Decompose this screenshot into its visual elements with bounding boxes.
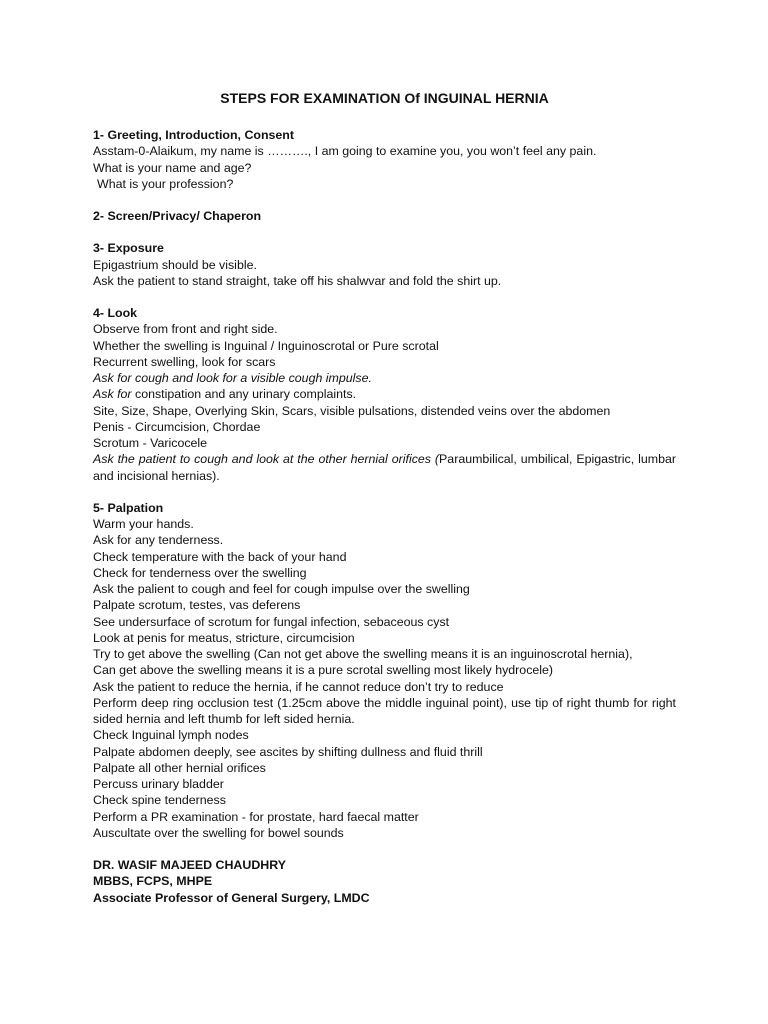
text-line: Check spine tenderness <box>93 793 226 808</box>
text-line: Percuss urinary bladder <box>93 777 224 791</box>
text-line: Check for tenderness over the swelling <box>93 565 307 580</box>
section-heading: 3- Exposure <box>93 241 164 256</box>
text-line: Ask for cough and look for a visible cough impulse. <box>93 371 372 385</box>
document-title: STEPS FOR EXAMINATION Of INGUINAL HERNIA <box>220 90 549 106</box>
text-span: constipation and any urinary complaints. <box>131 387 357 402</box>
section-screen-privacy <box>93 208 676 224</box>
section-look <box>93 305 676 484</box>
text-line: What is your profession? <box>97 176 234 191</box>
text-line: Ask for any tenderness. <box>93 533 224 548</box>
text-line: Ask the palient to cough and feel for cough impulse over the swelling <box>93 582 470 596</box>
text-line: Penis - Circumcision, Chordae <box>93 419 261 434</box>
text-line: Check Inguinal lymph nodes <box>93 728 249 743</box>
document-page <box>93 88 676 906</box>
text-line <box>93 451 676 484</box>
text-line: Check temperature with the back of your hand <box>93 549 347 564</box>
section-heading: 2- Screen/Privacy/ Chaperon <box>93 209 262 223</box>
text-line: Palpate all other hernial orifices <box>93 760 266 775</box>
text-line: Ask the patient to reduce the hernia, if he cannot reduce don’t try to reduce <box>93 679 504 694</box>
text-line: Ask the patient to stand straight, take off his shalwvar and fold the shirt up. <box>93 273 502 288</box>
text-line: Observe from front and right side. <box>93 322 278 337</box>
text-line: Asstam-0-Alaikum, my name is ………., I am going to examine you, you won’t feel any pain. <box>93 144 597 159</box>
author-degrees: MBBS, FCPS, MHPE <box>93 874 213 889</box>
text-line: Perform a PR examination - for prostate, hard faecal matter <box>93 809 419 824</box>
text-line: Try to get above the swelling (Can not get above the swelling means it is an inguinoscrotal hernia), <box>93 647 633 661</box>
text-line: Can get above the swelling means it is a pure scrotal swelling most likely hydrocele) <box>93 663 554 678</box>
text-line: Look at penis for meatus, stricture, circumcision <box>93 630 355 645</box>
section-heading: 4- Look <box>93 306 138 320</box>
section-heading: 5- Palpation <box>93 500 164 515</box>
section-palpation <box>93 500 676 841</box>
text-line: Recurrent swelling, look for scars <box>93 354 276 369</box>
text-line: Site, Size, Shape, Overlying Skin, Scars, visible pulsations, distended veins over the abdomen <box>93 403 611 418</box>
text-line: Whether the swelling is Inguinal / Inguinoscrotal or Pure scrotal <box>93 338 439 353</box>
text-line: What is your name and age? <box>93 160 252 175</box>
section-greeting <box>93 127 676 192</box>
text-line: Palpate scrotum, testes, vas deferens <box>93 598 301 613</box>
italic-span: Ask for <box>93 387 132 402</box>
section-exposure <box>93 240 676 289</box>
text-line <box>93 386 676 402</box>
author-signature <box>93 857 676 906</box>
text-line: Auscultate over the swelling for bowel sounds <box>93 825 344 840</box>
text-line: Perform deep ring occlusion test (1.25cm above the middle inguinal point), use tip of right thumb for right sided hernia and left thumb for left sided hernia. <box>93 695 676 726</box>
text-span: Paraumbilical, umbilical, Epigastric, lumbar and incisional hernias). <box>93 452 676 483</box>
text-line: Palpate abdomen deeply, see ascites by shifting dullness and fluid thrill <box>93 744 483 759</box>
text-line: Warm your hands. <box>93 517 194 531</box>
author-position: Associate Professor of General Surgery, LMDC <box>93 890 370 905</box>
author-name: DR. WASIF MAJEED CHAUDHRY <box>93 858 286 872</box>
italic-span: Ask the patient to cough and look at the other hernial orifices ( <box>93 452 440 467</box>
text-line: Epigastrium should be visible. <box>93 257 257 272</box>
section-heading: 1- Greeting, Introduction, Consent <box>93 128 295 142</box>
text-line: Scrotum - Varicocele <box>93 436 208 450</box>
text-line: See undersurface of scrotum for fungal infection, sebaceous cyst <box>93 614 450 629</box>
